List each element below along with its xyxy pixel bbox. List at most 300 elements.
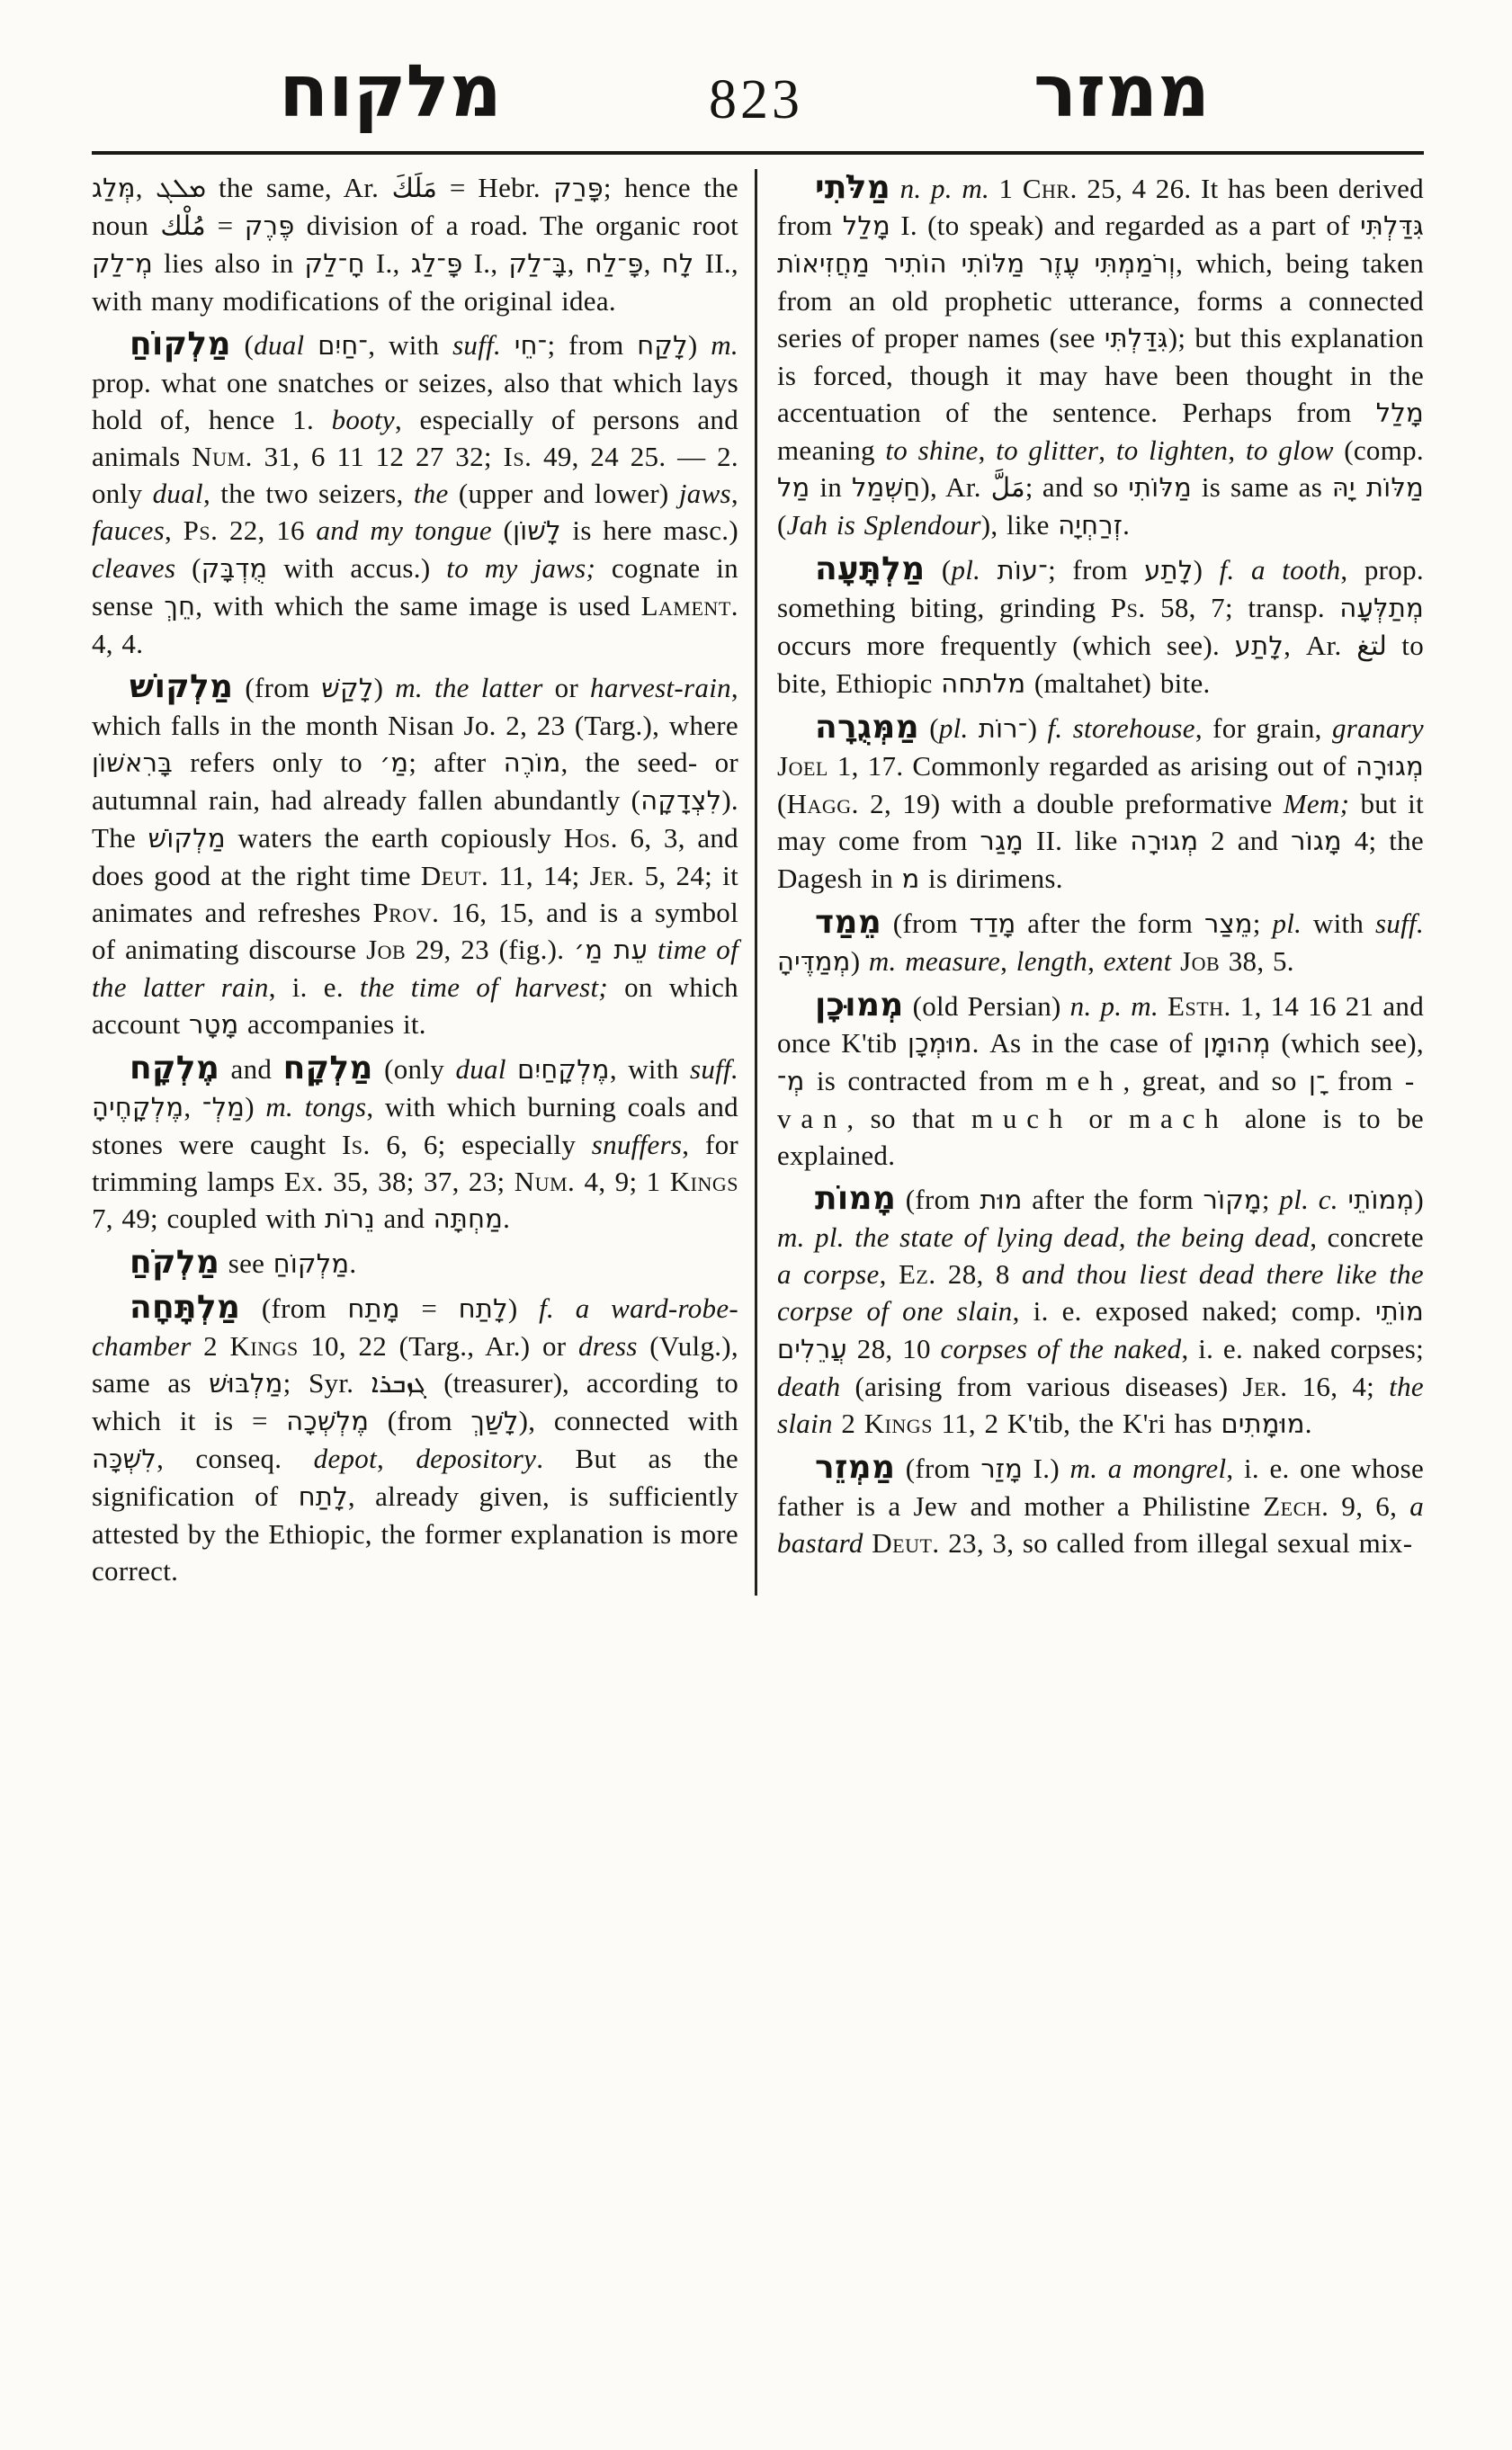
text-run: ( <box>777 788 787 819</box>
text-run: Kings <box>863 1408 933 1439</box>
text-run: (which see), <box>1270 1027 1424 1059</box>
text-run: (arising from various diseases) <box>840 1371 1243 1402</box>
text-run: מַלּוֹת יָהּ <box>1331 472 1425 503</box>
text-run: 7, 49; coupled with <box>92 1203 326 1234</box>
text-run: and <box>374 1203 434 1234</box>
text-run: 1, 17. Commonly regarded as arising out of <box>828 750 1356 782</box>
text-run: and <box>219 1053 283 1085</box>
text-run: 6, 6; especially <box>370 1129 592 1160</box>
text-run: 22, 16 <box>218 514 317 546</box>
text-run: to lighten <box>1115 434 1229 466</box>
text-run: ( <box>777 509 787 541</box>
text-run: ־חַיִם <box>318 330 369 361</box>
text-run: (from <box>369 1405 471 1436</box>
text-run: ) <box>507 1292 540 1324</box>
text-run: suff. <box>1374 908 1424 939</box>
text-run: cleaves <box>92 552 176 584</box>
text-run: , already given, is sufficiently attested by the Ethiopic, the former explanation is more correct. <box>92 1480 738 1587</box>
text-run: פָּ־לַח <box>585 248 644 279</box>
text-run: 16, 4; <box>1287 1371 1390 1402</box>
text-run: 4, 9; 1 <box>575 1166 670 1197</box>
text-run: see <box>219 1247 273 1279</box>
text-run: dual <box>254 329 305 361</box>
text-run: Num. <box>514 1166 576 1197</box>
text-run: מוּת <box>980 1185 1023 1215</box>
text-run: Ps. <box>183 514 219 546</box>
text-run: ( <box>918 712 939 744</box>
text-run: (comp. <box>1333 434 1424 466</box>
text-run <box>1062 712 1072 744</box>
running-head-right: ממזר <box>1033 49 1210 133</box>
text-run: מוֹרֶה <box>503 747 561 778</box>
text-run: לִשְׁכָּה <box>92 1444 157 1474</box>
text-run: tongs <box>304 1091 367 1122</box>
text-run: ) <box>373 672 396 703</box>
text-run: ( <box>491 514 514 546</box>
text-run: (Vulg.), same as <box>92 1330 738 1399</box>
text-run: the slain <box>777 1371 1424 1439</box>
dictionary-entry <box>92 1244 738 1283</box>
text-run: m. <box>711 329 738 361</box>
text-run: m. <box>395 672 423 703</box>
text-run: on which account <box>92 971 738 1040</box>
text-run: . <box>1123 509 1131 541</box>
text-run: מֶלְקָחֶיהָ <box>92 1092 184 1122</box>
entry-headword: מֶלְקָח <box>130 1050 220 1086</box>
text-run: time of the latter rain <box>92 934 738 1003</box>
entry-headword: מָמוֹת <box>815 1180 897 1217</box>
text-run: pl. <box>1272 908 1302 939</box>
text-run: mach <box>1129 1103 1229 1134</box>
text-run: is dirimens. <box>919 863 1063 894</box>
text-run: מַל <box>777 472 810 503</box>
text-run: מְמוֹתֵי <box>1347 1185 1415 1215</box>
text-run: מָגוֹר <box>1291 826 1342 856</box>
text-run: מוּמָתִים <box>1221 1408 1305 1439</box>
text-run: Zech. <box>1263 1490 1329 1522</box>
text-run: m. <box>1069 1453 1098 1484</box>
text-run: 25, 4 26. It has been derived from <box>777 173 1424 241</box>
text-run: pl. c. <box>1279 1184 1338 1215</box>
text-run: מְתַלְּעָה <box>1339 593 1424 623</box>
text-run: with <box>1302 908 1375 939</box>
text-run: m. <box>265 1091 294 1122</box>
text-run: פֶּרֶק <box>244 210 295 241</box>
text-run: Chr. <box>1022 173 1078 204</box>
text-run: Ps. <box>1110 592 1146 623</box>
text-run: ), Ar. <box>920 471 991 503</box>
text-run: n. p. m. <box>899 173 990 204</box>
text-run: , i. e. one whose father is a Jew and mother a Philistine <box>777 1453 1424 1522</box>
text-run: מַלְקוֹחַ <box>273 1248 350 1279</box>
text-run <box>863 1527 872 1559</box>
text-run: 11, 2 K'tib, the K'ri has <box>932 1408 1221 1439</box>
text-run: , <box>567 247 586 279</box>
text-run: , i. e. <box>268 971 360 1003</box>
text-run: measure <box>905 945 1001 977</box>
text-run: , <box>377 1443 416 1474</box>
text-run: , conseq. <box>157 1443 314 1474</box>
text-run: מָטָר <box>189 1009 239 1040</box>
text-run: ) <box>1414 1184 1424 1215</box>
entry-headword: מַלְקוֹשׁ <box>130 668 234 705</box>
text-run: מלתחה <box>941 668 1026 699</box>
text-run: לִצְדָקָה <box>640 785 722 816</box>
text-run <box>423 672 434 703</box>
dictionary-entry <box>777 1180 1424 1443</box>
text-run: Job <box>1180 945 1221 977</box>
entry-headword: מֵמַד <box>815 904 882 941</box>
text-run: Lament. <box>640 590 739 621</box>
dictionary-entry <box>777 1449 1424 1561</box>
text-run: 1 <box>989 173 1023 204</box>
text-run: . <box>1304 1408 1312 1439</box>
text-run: 35, 38; 37, 23; <box>323 1166 514 1197</box>
text-run: a tooth <box>1250 554 1341 586</box>
text-run: פָּרַק <box>553 173 604 203</box>
entry-headword: מְמוּכָן <box>815 987 904 1024</box>
text-run: מָגַר <box>980 826 1024 856</box>
text-run: dual <box>455 1053 506 1085</box>
text-run: מַלְבּוּשׁ <box>209 1368 283 1399</box>
text-run: ); but this explanation is forced, though it may have been thought in the accentuation of the sentence. Perhaps from <box>777 322 1424 428</box>
text-run: , <box>1000 945 1016 977</box>
text-run: 58, 7; transp. <box>1145 592 1340 623</box>
text-run: 2, 19) with a double preformative <box>858 788 1284 819</box>
text-run: a corpse <box>777 1258 880 1290</box>
text-run: to glow <box>1245 434 1334 466</box>
text-run <box>304 329 318 361</box>
text-run: לָתַח <box>298 1481 348 1512</box>
text-run: מַלְקוֹשׁ <box>148 823 226 854</box>
text-run: מַ׳ <box>380 747 409 778</box>
text-run: waters the earth copiously <box>225 822 564 854</box>
text-run: 29, 23 (fig.). <box>406 934 575 965</box>
text-run: , so that <box>846 1103 971 1134</box>
text-run: lies also in <box>153 247 305 279</box>
text-run: , <box>730 478 738 509</box>
text-run: pl. <box>951 554 981 586</box>
text-run: . <box>503 1203 511 1234</box>
text-run: dual <box>152 478 203 509</box>
text-run: בָּ־לַק <box>508 248 568 279</box>
text-run: ־רוֹת <box>978 713 1028 744</box>
text-run: , i. e. naked corpses; <box>1181 1333 1424 1364</box>
text-run: 11, 14; <box>488 860 590 891</box>
text-run: , which, being taken from an old prophetic utterance, forms a connected series of proper names (see <box>777 247 1424 353</box>
text-run: m. <box>868 945 897 977</box>
text-run: , which falls in the month Nisan Jo. 2, 23 (Targ.), where <box>92 672 738 741</box>
text-run: fauces <box>92 514 165 546</box>
text-run: מָלַל <box>842 210 890 241</box>
text-run: the being dead <box>1136 1221 1311 1253</box>
text-run: 9, 6, <box>1329 1490 1410 1522</box>
text-run: מְמַדֶּיהָ <box>777 946 851 977</box>
text-run: II., with many modifications of the original idea. <box>92 247 738 317</box>
text-run: לָתַע <box>1234 630 1284 661</box>
text-run: refers only to <box>173 747 380 778</box>
text-run: the latter <box>434 672 543 703</box>
text-run: . <box>349 1247 357 1279</box>
text-run: Deut. <box>872 1527 940 1559</box>
dictionary-entry <box>92 326 738 662</box>
text-run: ; from <box>547 329 638 361</box>
text-run: , with which the same image is used <box>195 590 641 621</box>
text-run: suff. <box>689 1053 738 1085</box>
text-run: (from <box>240 1292 348 1324</box>
text-run: Is. <box>503 441 532 472</box>
text-run: ), like <box>980 509 1059 541</box>
text-run: מְּלַג <box>92 173 136 203</box>
text-run: , with which burning coals and stones were caught <box>92 1091 738 1160</box>
text-run: 38, 5. <box>1220 945 1294 977</box>
text-run: -van <box>777 1065 1424 1134</box>
text-run <box>1172 945 1181 977</box>
text-run: לָתַע <box>1144 555 1194 586</box>
text-run: , for trimming lamps <box>92 1129 738 1197</box>
text-run: מוּמְכָן <box>908 1028 972 1059</box>
text-run: גִּדַּלְתִּי וְרֹמַמְתִּי עֶזֶר מַלּוֹתִי הוֹתִיר מַחֲזִיאוֹת <box>777 210 1425 279</box>
text-run: granary <box>1331 712 1424 744</box>
text-run: ), connected with <box>518 1405 739 1436</box>
text-run: מֵצַר <box>1203 908 1253 939</box>
text-run: but it may come from <box>777 788 1424 856</box>
text-run: , i. e. exposed naked; comp. <box>1012 1295 1375 1327</box>
text-run: לָשׁוֹן <box>513 515 561 546</box>
text-run: (from <box>896 1184 980 1215</box>
text-run: booty <box>331 404 395 435</box>
text-run: זְרַחְיָה <box>1058 510 1123 541</box>
text-run: I., <box>462 247 509 279</box>
text-run: Esth. <box>1168 990 1231 1022</box>
text-run: after the form <box>1015 908 1204 939</box>
text-run: Ez. <box>898 1258 936 1290</box>
text-run: Mem; <box>1283 788 1350 819</box>
text-run: (from <box>881 908 970 939</box>
text-run: מָזַר <box>980 1453 1024 1484</box>
text-run: מָלַל <box>1375 398 1424 428</box>
text-run <box>1126 1221 1136 1253</box>
dictionary-entry <box>777 550 1424 702</box>
text-run: = Hebr. <box>436 172 554 203</box>
text-run <box>897 945 906 977</box>
text-run: מ <box>901 863 920 894</box>
text-run: I.) <box>1023 1453 1070 1484</box>
text-run: , with <box>609 1053 690 1085</box>
text-run: , the seed- or autumnal rain, had already fallen abundantly ( <box>92 747 738 816</box>
text-run: ( <box>175 552 201 584</box>
text-run: dress <box>577 1330 638 1362</box>
right-column <box>757 169 1424 1596</box>
text-run: meaning <box>777 434 886 466</box>
text-run: 49, 24 25. — 2. only <box>92 441 738 509</box>
text-run: ־חֵי <box>514 330 548 361</box>
text-run: a ward-robe-chamber <box>92 1292 738 1362</box>
text-run: מֻדְבָּק <box>201 553 268 584</box>
text-run: (maltahet) bite. <box>1025 667 1211 699</box>
text-run: Is. <box>341 1129 371 1160</box>
text-run: , prop. something biting, grinding <box>777 554 1424 623</box>
text-run: = <box>399 1292 459 1324</box>
text-run: נֵרוֹת <box>325 1203 375 1234</box>
text-run: Jah is Splendour <box>786 509 981 541</box>
text-run: , <box>1228 434 1246 466</box>
text-run: Prov. <box>372 897 440 928</box>
text-run: a mongrel <box>1107 1453 1227 1484</box>
text-run: division of a road. The organic root <box>294 210 739 241</box>
text-run: מְהוּמָן <box>1203 1028 1271 1059</box>
text-run: 4, 4. <box>92 628 144 659</box>
text-run: and my tongue <box>316 514 492 546</box>
entry-headword: מַמְזֵר <box>815 1449 896 1486</box>
text-run: (from <box>233 672 322 703</box>
text-run: occurs more frequently (which see). <box>777 630 1235 661</box>
page-number: 823 <box>709 69 803 130</box>
text-run: the time of harvest; <box>359 971 609 1003</box>
text-run: cognate in sense <box>92 552 738 621</box>
text-run: 2 <box>832 1408 864 1439</box>
text-run: ; after <box>408 747 504 778</box>
dictionary-entry <box>92 169 738 319</box>
text-run: to shine <box>885 434 979 466</box>
text-run: Ex. <box>283 1166 324 1197</box>
text-run: גִּדַּלְתִּי <box>1104 323 1168 353</box>
text-run: Hagg. <box>786 788 859 819</box>
text-run: or <box>1072 1103 1130 1134</box>
text-run: Jer. <box>1242 1371 1288 1402</box>
text-run: harvest-rain <box>590 672 731 703</box>
text-run: בָּרִאשׁוֹן <box>92 747 174 778</box>
text-run: (upper and lower) <box>448 478 679 509</box>
text-run: (from <box>895 1453 981 1484</box>
text-run: , <box>1087 945 1104 977</box>
text-run: f. <box>539 1292 555 1324</box>
text-run: , great, and so <box>1123 1065 1309 1096</box>
text-run: ܓܙܒܪܐ <box>371 1368 427 1399</box>
running-head-left: מלקוח <box>279 49 502 133</box>
entry-headword: מַלְקֹחַ <box>130 1244 220 1281</box>
text-run: . But as the signification of <box>92 1443 738 1512</box>
text-run: מָדַד <box>969 908 1016 939</box>
text-run: Kings <box>229 1330 299 1362</box>
text-run: מָתַח <box>347 1293 400 1324</box>
text-run: مُلْك <box>160 210 206 241</box>
text-run: I., <box>364 247 411 279</box>
text-run: ־ָן <box>1308 1066 1326 1096</box>
text-run: ( <box>925 554 952 586</box>
text-run: مَلَّ <box>990 472 1025 503</box>
text-run: f. <box>1047 712 1063 744</box>
text-run: ־עוֹת <box>997 555 1049 586</box>
dictionary-entry <box>92 1050 738 1238</box>
text-run: f. <box>1219 554 1235 586</box>
text-run: חָ־לַק <box>304 248 365 279</box>
entry-headword: מַלְקוֹחַ <box>130 326 231 362</box>
text-run: storehouse <box>1072 712 1195 744</box>
text-run: meh <box>1045 1065 1123 1096</box>
text-run: 1, 14 16 21 and once K'tib <box>777 990 1424 1059</box>
text-run: ; hence the noun <box>92 172 738 241</box>
text-run: ; Syr. <box>282 1367 371 1399</box>
text-run: لتغ <box>1356 630 1387 661</box>
text-run: (old Persian) <box>903 990 1070 1022</box>
text-run: , <box>135 172 157 203</box>
text-run: ) <box>850 945 869 977</box>
text-run: ܡܠܓ <box>156 173 206 203</box>
text-run: is contracted from <box>804 1065 1046 1096</box>
text-run: חֵךְ <box>164 591 196 621</box>
text-run: , <box>183 1091 202 1122</box>
text-run: (treasurer), according to which it is = <box>92 1367 738 1436</box>
text-run: to bite, Ethiopic <box>777 630 1424 699</box>
text-run: לָח <box>661 248 694 279</box>
text-run: מָקוֹר <box>1203 1185 1262 1215</box>
text-run: accompanies it. <box>238 1008 426 1040</box>
text-run: I. (to speak) and regarded as a part of <box>890 210 1361 241</box>
text-run <box>969 712 979 744</box>
text-run: מְגוּרָה <box>1130 826 1199 856</box>
text-run <box>890 173 900 204</box>
text-run: مَلَكَ <box>391 173 437 203</box>
entry-headword: מַלְקָח <box>282 1050 373 1086</box>
text-run: Joel <box>777 750 828 782</box>
text-run: and thou liest dead there like the corpse of one slain <box>777 1258 1424 1327</box>
text-run: prop. what one snatches or seizes, also that which lays hold of, hence 1. <box>92 367 738 435</box>
text-run: Job <box>366 934 407 965</box>
text-run: , especially of persons and animals <box>92 404 738 472</box>
text-run: ; from <box>1048 554 1145 586</box>
dictionary-entry <box>777 169 1424 544</box>
entry-headword: מַמְּגֻרָה <box>815 709 919 746</box>
text-run: jaws <box>678 478 731 509</box>
text-run: , <box>978 434 997 466</box>
text-run: ). The <box>92 784 738 854</box>
text-run: 16, 15, and is a symbol of animating discourse <box>92 897 739 965</box>
text-run: מֶלְקָחַיִם <box>517 1054 610 1085</box>
text-run: 28, 10 <box>847 1333 941 1364</box>
text-run: 2 and <box>1198 825 1292 856</box>
text-run: , concrete <box>1310 1221 1424 1253</box>
text-run: extent <box>1103 945 1172 977</box>
text-run: 2 <box>191 1330 230 1362</box>
text-run: מוֹתֵי עֲרֵלִים <box>777 1296 1424 1364</box>
text-run: Num. <box>192 441 253 472</box>
text-run: 23, 3, so called from illegal sexual mix- <box>939 1527 1413 1559</box>
text-run: 6, 3, and does good at the right time <box>92 822 738 891</box>
text-run: מַלְ־ <box>201 1092 246 1122</box>
text-run: suff. <box>452 329 502 361</box>
text-run: ; <box>1261 1184 1280 1215</box>
text-run: 5, 24; it animates and refreshes <box>92 860 738 928</box>
text-run: מְ־לַק <box>92 248 154 279</box>
page-header <box>0 0 1512 133</box>
text-run: ( <box>230 329 255 361</box>
text-run <box>506 1053 517 1085</box>
text-run: is same as <box>1192 471 1332 503</box>
text-run: לָקַח <box>637 330 688 361</box>
dictionary-entry <box>777 987 1424 1174</box>
text-run: , <box>879 1258 899 1290</box>
text-run <box>1159 990 1168 1022</box>
dictionary-entry <box>92 668 738 1043</box>
text-run: depository <box>416 1443 537 1474</box>
entry-headword: מַלְתָּחָה <box>130 1289 241 1326</box>
text-run: 4; the Dagesh in <box>777 825 1424 894</box>
text-run: the same, Ar. <box>205 172 392 203</box>
text-run: Kings <box>669 1166 738 1197</box>
text-run: (only <box>372 1053 456 1085</box>
text-run: ) <box>1193 554 1220 586</box>
